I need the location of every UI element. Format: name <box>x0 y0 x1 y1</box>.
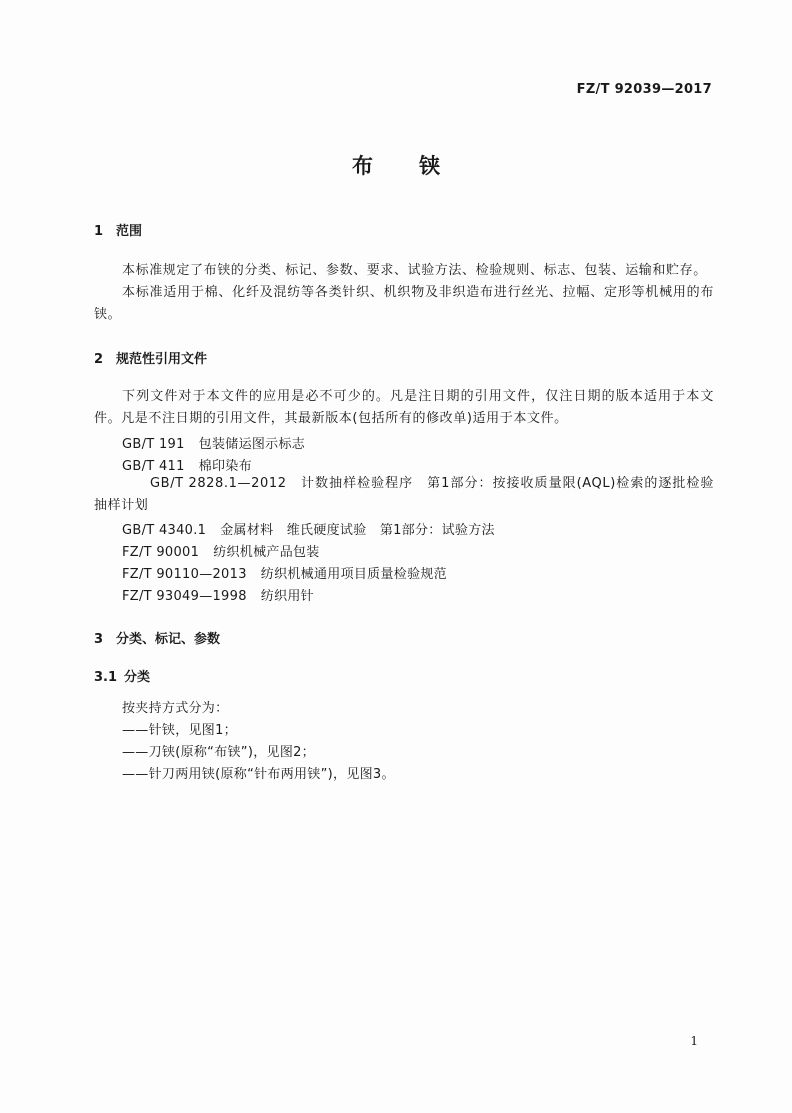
section-2-heading <box>94 348 207 367</box>
subsection-title: 分类 <box>124 670 151 685</box>
reference-item <box>122 519 495 538</box>
section-3-heading <box>94 628 220 647</box>
reference-title: 计数抽样检验程序 第1部分：按接收质量限(AQL)检索的逐批检验抽样计划 <box>94 476 714 513</box>
reference-title: 纺织用针 <box>260 589 314 604</box>
reference-code: GB/T 191 <box>122 437 185 452</box>
subsection-3-1-heading <box>94 666 150 685</box>
reference-title: 包装储运图示标志 <box>198 437 306 452</box>
reference-code: FZ/T 93049—1998 <box>122 589 247 604</box>
section-title: 范围 <box>116 224 143 239</box>
classification-intro: 按夹持方式分为： <box>122 701 229 716</box>
page-number: 1 <box>690 1034 698 1048</box>
reference-item <box>122 585 314 604</box>
classification-item: ——针刀两用铗(原称“针布两用铗”)，见图3。 <box>122 767 395 782</box>
section-2-intro: 下列文件对于本文件的应用是必不可少的。凡是注日期的引用文件，仅注日期的版本适用于本文件。凡是不注日期的引用文件，其最新版本(包括所有的修改单)适用于本文件。 <box>94 389 714 426</box>
reference-code: GB/T 411 <box>122 459 185 474</box>
reference-item <box>94 473 714 517</box>
reference-code: FZ/T 90001 <box>122 545 200 560</box>
section-number: 3 <box>94 632 104 647</box>
section-title: 分类、标记、参数 <box>116 632 221 647</box>
reference-title: 棉印染布 <box>198 459 252 474</box>
document-title: 布铗 <box>352 154 486 178</box>
reference-item <box>122 455 252 474</box>
classification-item: ——针铗，见图1； <box>122 723 237 738</box>
section-number: 2 <box>94 352 104 367</box>
reference-title: 纺织机械产品包装 <box>213 545 320 560</box>
reference-item <box>122 433 305 452</box>
section-1-paragraph-1: 本标准规定了布铗的分类、标记、参数、要求、试验方法、检验规则、标志、包装、运输和贮存。 <box>122 263 707 278</box>
reference-code: GB/T 4340.1 <box>122 523 207 538</box>
reference-title: 纺织机械通用项目质量检验规范 <box>260 567 447 582</box>
section-1-heading <box>94 220 142 239</box>
reference-code: GB/T 2828.1—2012 <box>150 476 287 491</box>
classification-item: ——刀铗(原称“布铗”)，见图2； <box>122 745 315 760</box>
standard-code: FZ/T 92039—2017 <box>576 82 712 97</box>
reference-item <box>122 541 320 560</box>
section-title: 规范性引用文件 <box>116 352 208 367</box>
reference-code: FZ/T 90110—2013 <box>122 567 247 582</box>
subsection-number: 3.1 <box>94 670 118 685</box>
reference-title: 金属材料 维氏硬度试验 第1部分：试验方法 <box>220 523 495 538</box>
section-1-paragraph-2: 本标准适用于棉、化纤及混纺等各类针织、机织物及非织造布进行丝光、拉幅、定形等机械用的布铗。 <box>94 285 714 322</box>
section-number: 1 <box>94 224 104 239</box>
reference-item <box>122 563 447 582</box>
